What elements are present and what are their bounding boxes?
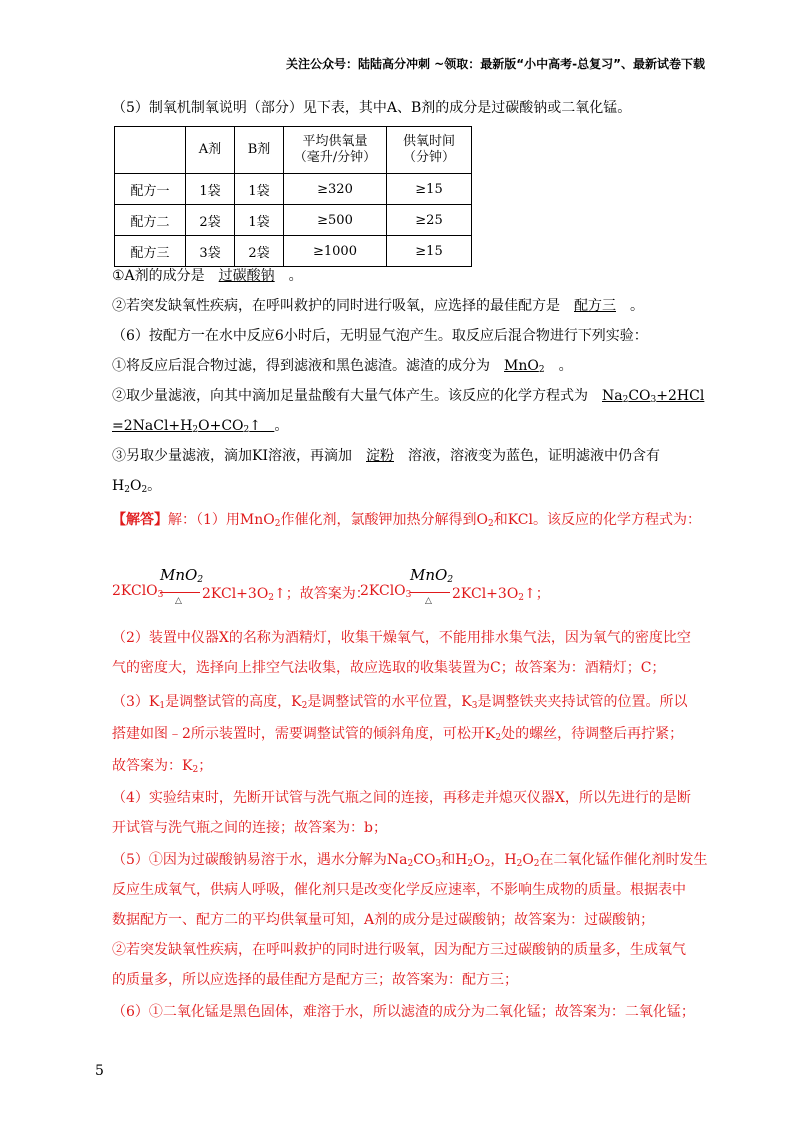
table-cell: ≥1000: [284, 236, 387, 267]
page-header: 关注公众号：陆陆高分冲刺 ~领取：最新版“小中高考-总复习”、最新试卷下载: [286, 57, 705, 71]
answer-1: 【解答】解：（1）用MnO$_2$作催化剂，氯酸钾加热分解得到$O_2$和KCl。该反应的化学方程式为：: [112, 512, 701, 529]
eq2-right: $2KCl+3O_2↑$；: [452, 586, 550, 603]
answer-2-l2: 气的密度大，选择向上排空气法收集，故应选取的收集装置为C；故答案为：酒精灯；C；: [112, 660, 666, 676]
q6-1-answer: MnO$_2$: [504, 358, 545, 375]
table-cell: 1袋: [235, 174, 284, 205]
answer-5-l2: 反应生成氧气，供病人呼吸，催化剂只是改变化学反应速率，不影响生成物的质量。根据表中: [112, 882, 686, 898]
answer-4-l2: 开试管与洗气瓶之间的连接；故答案为：b；: [112, 820, 387, 836]
eq2-arrow-bar: [410, 592, 450, 593]
table-header-cell: B剂: [235, 127, 284, 174]
q5-1: ①A剂的成分是 过碳酸钠 。: [112, 268, 303, 284]
table-header-cell: 平均供氧量 （毫升/分钟）: [284, 127, 387, 174]
q6-2: ②取少量滤液，向其中滴加足量盐酸有大量气体产生。该反应的化学方程式为 $Na_2CO_3+2HCl$: [112, 386, 718, 410]
eq-arrow-bar: [160, 592, 200, 593]
table-header-cell: 供氧时间 （分钟）: [387, 127, 472, 174]
answer-5-l5: 的质量多，所以应选择的最佳配方是配方三；故答案为：配方三；: [112, 972, 518, 988]
table-cell: 1袋: [186, 174, 235, 205]
chemical-equation: [112, 558, 712, 608]
q5-intro: （5）制氧机制氧说明（部分）见下表，其中A、B剂的成分是过碳酸钠或二氧化锰。: [112, 100, 632, 116]
answer-3-l1: $(3)K_1$是调整试管的高度，$K_2$是调整试管的水平位置，$K_3$是调整铁夹夹持试管的位置。所以: [112, 694, 688, 711]
answer-6-l1: （6）①二氧化锰是黑色固体，难溶于水，所以滤渣的成分为二氧化锰；故答案为：二氧化锰；: [112, 1004, 695, 1020]
table-row: [115, 205, 472, 236]
q6-2-cont: $=2NaCl+H_2O+CO_2↑$ 。: [112, 418, 289, 435]
recipe-table: [114, 126, 472, 267]
answer-tag: 【解答】: [112, 512, 168, 528]
table-cell: ≥15: [387, 174, 472, 205]
q5-2: ②若突发缺氧性疾病，在呼叫救护的同时进行吸氧，应选择的最佳配方是 配方三 。: [112, 298, 644, 314]
q6-3-cont: $H_2O_2$。: [112, 478, 162, 495]
eq2-left: 2KClO$_3$: [360, 583, 412, 600]
table-cell: 配方一: [115, 174, 186, 205]
table-cell: 配方三: [115, 236, 186, 267]
q5-2-answer: 配方三: [574, 298, 616, 314]
table-header-row: [115, 127, 472, 174]
table-cell: ≥15: [387, 236, 472, 267]
eq-right: $2KCl+3O_2↑$；故答案为：: [202, 586, 370, 603]
table-row: [115, 174, 472, 205]
q6-3: ③另取少量滤液，滴加KI溶液，再滴加 淀粉 溶液，溶液变为蓝色，证明滤液中仍含有: [112, 448, 660, 464]
answer-5-l4: ②若突发缺氧性疾病，在呼叫救护的同时进行吸氧，因为配方三过碳酸钠的质量多，生成氧气: [112, 942, 686, 958]
answer-5-l1: （5）①因为过碳酸钠易溶于水，遇水分解为$Na_2CO_3$和$H_2O_2$，$H_2O_2$在二氧化锰作催化剂时发生: [112, 852, 708, 869]
q6-2-answer: $Na_2CO_3+2HCl$: [602, 388, 705, 405]
table-cell: 1袋: [235, 205, 284, 236]
page-number: 5: [95, 1063, 104, 1079]
table-header-cell: A剂: [186, 127, 235, 174]
eq-left: 2KClO$_3$: [112, 583, 164, 600]
q6-2-answer-cont: $=2NaCl+H_2O+CO_2↑$: [112, 418, 261, 435]
heat-icon: △: [425, 596, 432, 606]
heat-icon: △: [175, 596, 182, 606]
q6-1: ①将反应后混合物过滤，得到滤液和黑色滤渣。滤渣的成分为 MnO$_2$ 。: [112, 358, 573, 375]
q6-3-answer: 淀粉: [366, 448, 394, 464]
answer-3-l2: 搭建如图﹣2所示装置时，需要调整试管的倾斜角度，可松开$K_2$处的螺丝，待调整后再拧紧；: [112, 726, 684, 743]
table-cell: 2袋: [235, 236, 284, 267]
q6-intro: （6）按配方一在水中反应6小时后，无明显气泡产生。取反应后混合物进行下列实验：: [112, 328, 648, 344]
table-cell: ≥25: [387, 205, 472, 236]
eq-catalyst: MnO$_2$: [160, 566, 204, 585]
table-header-cell: [115, 127, 186, 174]
table-cell: 3袋: [186, 236, 235, 267]
q5-1-answer: 过碳酸钠: [218, 268, 275, 284]
table-cell: ≥500: [284, 205, 387, 236]
table-row: [115, 236, 472, 267]
table-cell: 配方二: [115, 205, 186, 236]
table-cell: 2袋: [186, 205, 235, 236]
table-cell: ≥320: [284, 174, 387, 205]
answer-4-l1: （4）实验结束时，先断开试管与洗气瓶之间的连接，再移走并熄灭仪器X，所以先进行的是断: [112, 790, 691, 806]
answer-2-l1: （2）装置中仪器X的名称为酒精灯，收集干燥氧气，不能用排水集气法，因为氧气的密度比空: [112, 630, 691, 646]
answer-5-l3: 数据配方一、配方二的平均供氧量可知，A剂的成分是过碳酸钠；故答案为：过碳酸钠；: [112, 912, 655, 928]
answer-3-l3: 故答案为：$K_2$；: [112, 758, 213, 775]
eq2-catalyst: MnO$_2$: [410, 566, 454, 585]
